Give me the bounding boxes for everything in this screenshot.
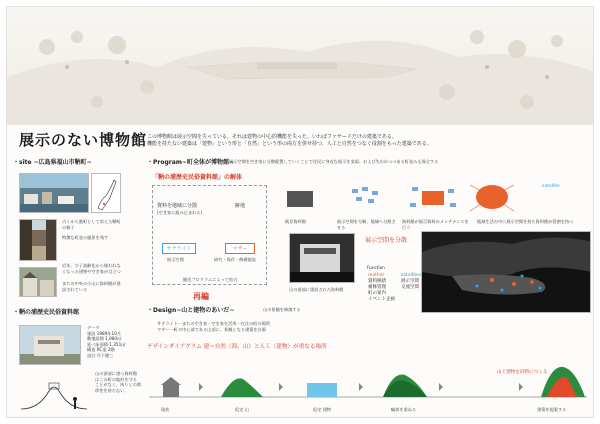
fn-header: mother: [368, 273, 385, 278]
site-note-4: まちの中央の小山に資料館が建設されている: [62, 281, 121, 292]
site-heading: ・site ~広島県福山市鞆町~: [13, 159, 92, 166]
aerial-photo: [421, 231, 591, 313]
program-heading: ・Program~町全体が博物館~: [147, 159, 235, 166]
page-title: 展示のない博物館: [19, 131, 148, 149]
site-note-2: 特徴な町並の風景を残す: [62, 235, 109, 240]
fn-cell: 展示空間: [401, 279, 419, 284]
museum-data-row: 建設 1989年10月: [87, 330, 122, 336]
satellite-sub: 展示空間: [167, 257, 184, 262]
diagram-label-5: 建築を提案する: [537, 407, 567, 412]
intro-line-2: 機能を持たない建築は「建物」という形と「自然」という形の両方を併せ持つ、人工と自然をつなぐ役割をもった建築である。: [147, 140, 432, 147]
museum-data-row: 構造 RC造 2階: [87, 347, 115, 353]
museum-heading: ・鞆の浦歴史民俗資料館: [13, 309, 80, 316]
design-notes: [157, 321, 407, 332]
mother-tag: マザー: [225, 243, 255, 254]
museum-bw-photo: [289, 233, 355, 283]
museum-photo: [19, 325, 81, 365]
diagram-label-2: 仮定 山: [235, 407, 249, 412]
step-label-4: 地域生活の中に展示空間を持ち資料館が役割を持つ: [477, 219, 574, 224]
step-label-2: 展示空間を分解、地域へ分散させる: [337, 219, 396, 230]
design-heading: ・Design~山と建物のあいだ~: [147, 307, 235, 314]
design-sub: 山の景観を修復する: [263, 307, 301, 312]
poster-sheet: [6, 6, 594, 418]
hero-model-image: [7, 7, 594, 125]
org-title-text: 「鞆の浦歴史民俗資料館」の解体: [152, 174, 243, 181]
diagram-label-3: 仮定 建物: [313, 407, 332, 412]
combine-label: 観光プログラムによって結合: [183, 277, 238, 282]
site-note-3: 近年、少子高齢化から使われなくなった建物や空き家が目立つ: [62, 263, 121, 274]
function-label: Function: [367, 265, 385, 270]
distribute-title: 展示空間を分散: [365, 237, 408, 244]
step-label-3: 資料館が展示資料のメンテナンスを行う: [402, 219, 469, 230]
distribute-label: 資料を地域に分散: [157, 203, 198, 209]
diagram-label-4: 輪郭を重ねる: [391, 407, 417, 412]
design-diagram: [147, 355, 592, 407]
mother-sub: 研究・保存・修繕施設: [214, 257, 256, 262]
step-label-1: 既存資料館: [285, 219, 306, 224]
rebuild-label: 再編: [193, 292, 209, 301]
site-photo-street: [19, 219, 57, 261]
museum-data-row: 延べ床面積 1,351㎡: [87, 341, 126, 347]
intro-line-1: この博物館は展示空間を失っている。それは建物の中心的機能を失った、いわばファサードだけの建築である。: [147, 134, 397, 140]
org-diagram: [152, 185, 267, 285]
diagram-right-title: 山と建物を同時につくる: [497, 370, 548, 375]
museum-note: 山の頂部に建つ資料館はこの町の地形を守ることがなく、周りとの関係性を持たない。: [95, 371, 141, 393]
museum-data-row: 設計 丹下健三: [87, 352, 114, 358]
fn-cell: 補修管理: [368, 285, 386, 290]
fn-cell: 資料修繕: [368, 279, 386, 284]
fn-cell: イベント企画: [368, 297, 395, 302]
org-title: [152, 172, 242, 181]
fn-header: satellites: [401, 273, 422, 278]
diagram-title: デザインダイアグラム 建＝自然（海、山）と人工（建物）が重なる場所: [147, 344, 327, 350]
site-note-1: 古くから港町として栄えた鞆町の様子: [62, 219, 121, 230]
distribute-sub: (空き家に組み込まれる): [157, 210, 203, 215]
fn-cell: 交流空間: [401, 285, 419, 290]
design-note: マザー一町の中心部である山頂に、景観となる建築を計画: [157, 326, 266, 332]
fn-cell: 町の案内: [368, 291, 386, 296]
satellite-tag: サテライト: [162, 243, 196, 254]
site-left-label: 跡地: [235, 203, 246, 209]
design-note: サテライト一まちの空き家・空き家を活用一在住の町の場所: [157, 321, 270, 326]
function-table: [365, 273, 424, 303]
intro-text: [147, 134, 587, 147]
museum-section-sketch: [19, 369, 89, 413]
photo-caption: 山の頂部に建設された資料館: [289, 287, 344, 292]
museum-data: [87, 325, 137, 359]
site-photo-harbor: [19, 173, 89, 213]
site-map: [91, 173, 121, 213]
museum-data-label: データ: [87, 325, 100, 330]
satellite-en-label: satellite: [542, 184, 560, 189]
program-desc: 展示空間を空き家に分散配置していくことで住民に身近な展示を実現。および失われつつある町並みも保全する: [229, 159, 439, 164]
museum-data-row: 敷地面積 1,980㎡: [87, 336, 122, 342]
site-photo-houses: [19, 267, 57, 297]
diagram-label-1: 現状: [161, 407, 170, 412]
